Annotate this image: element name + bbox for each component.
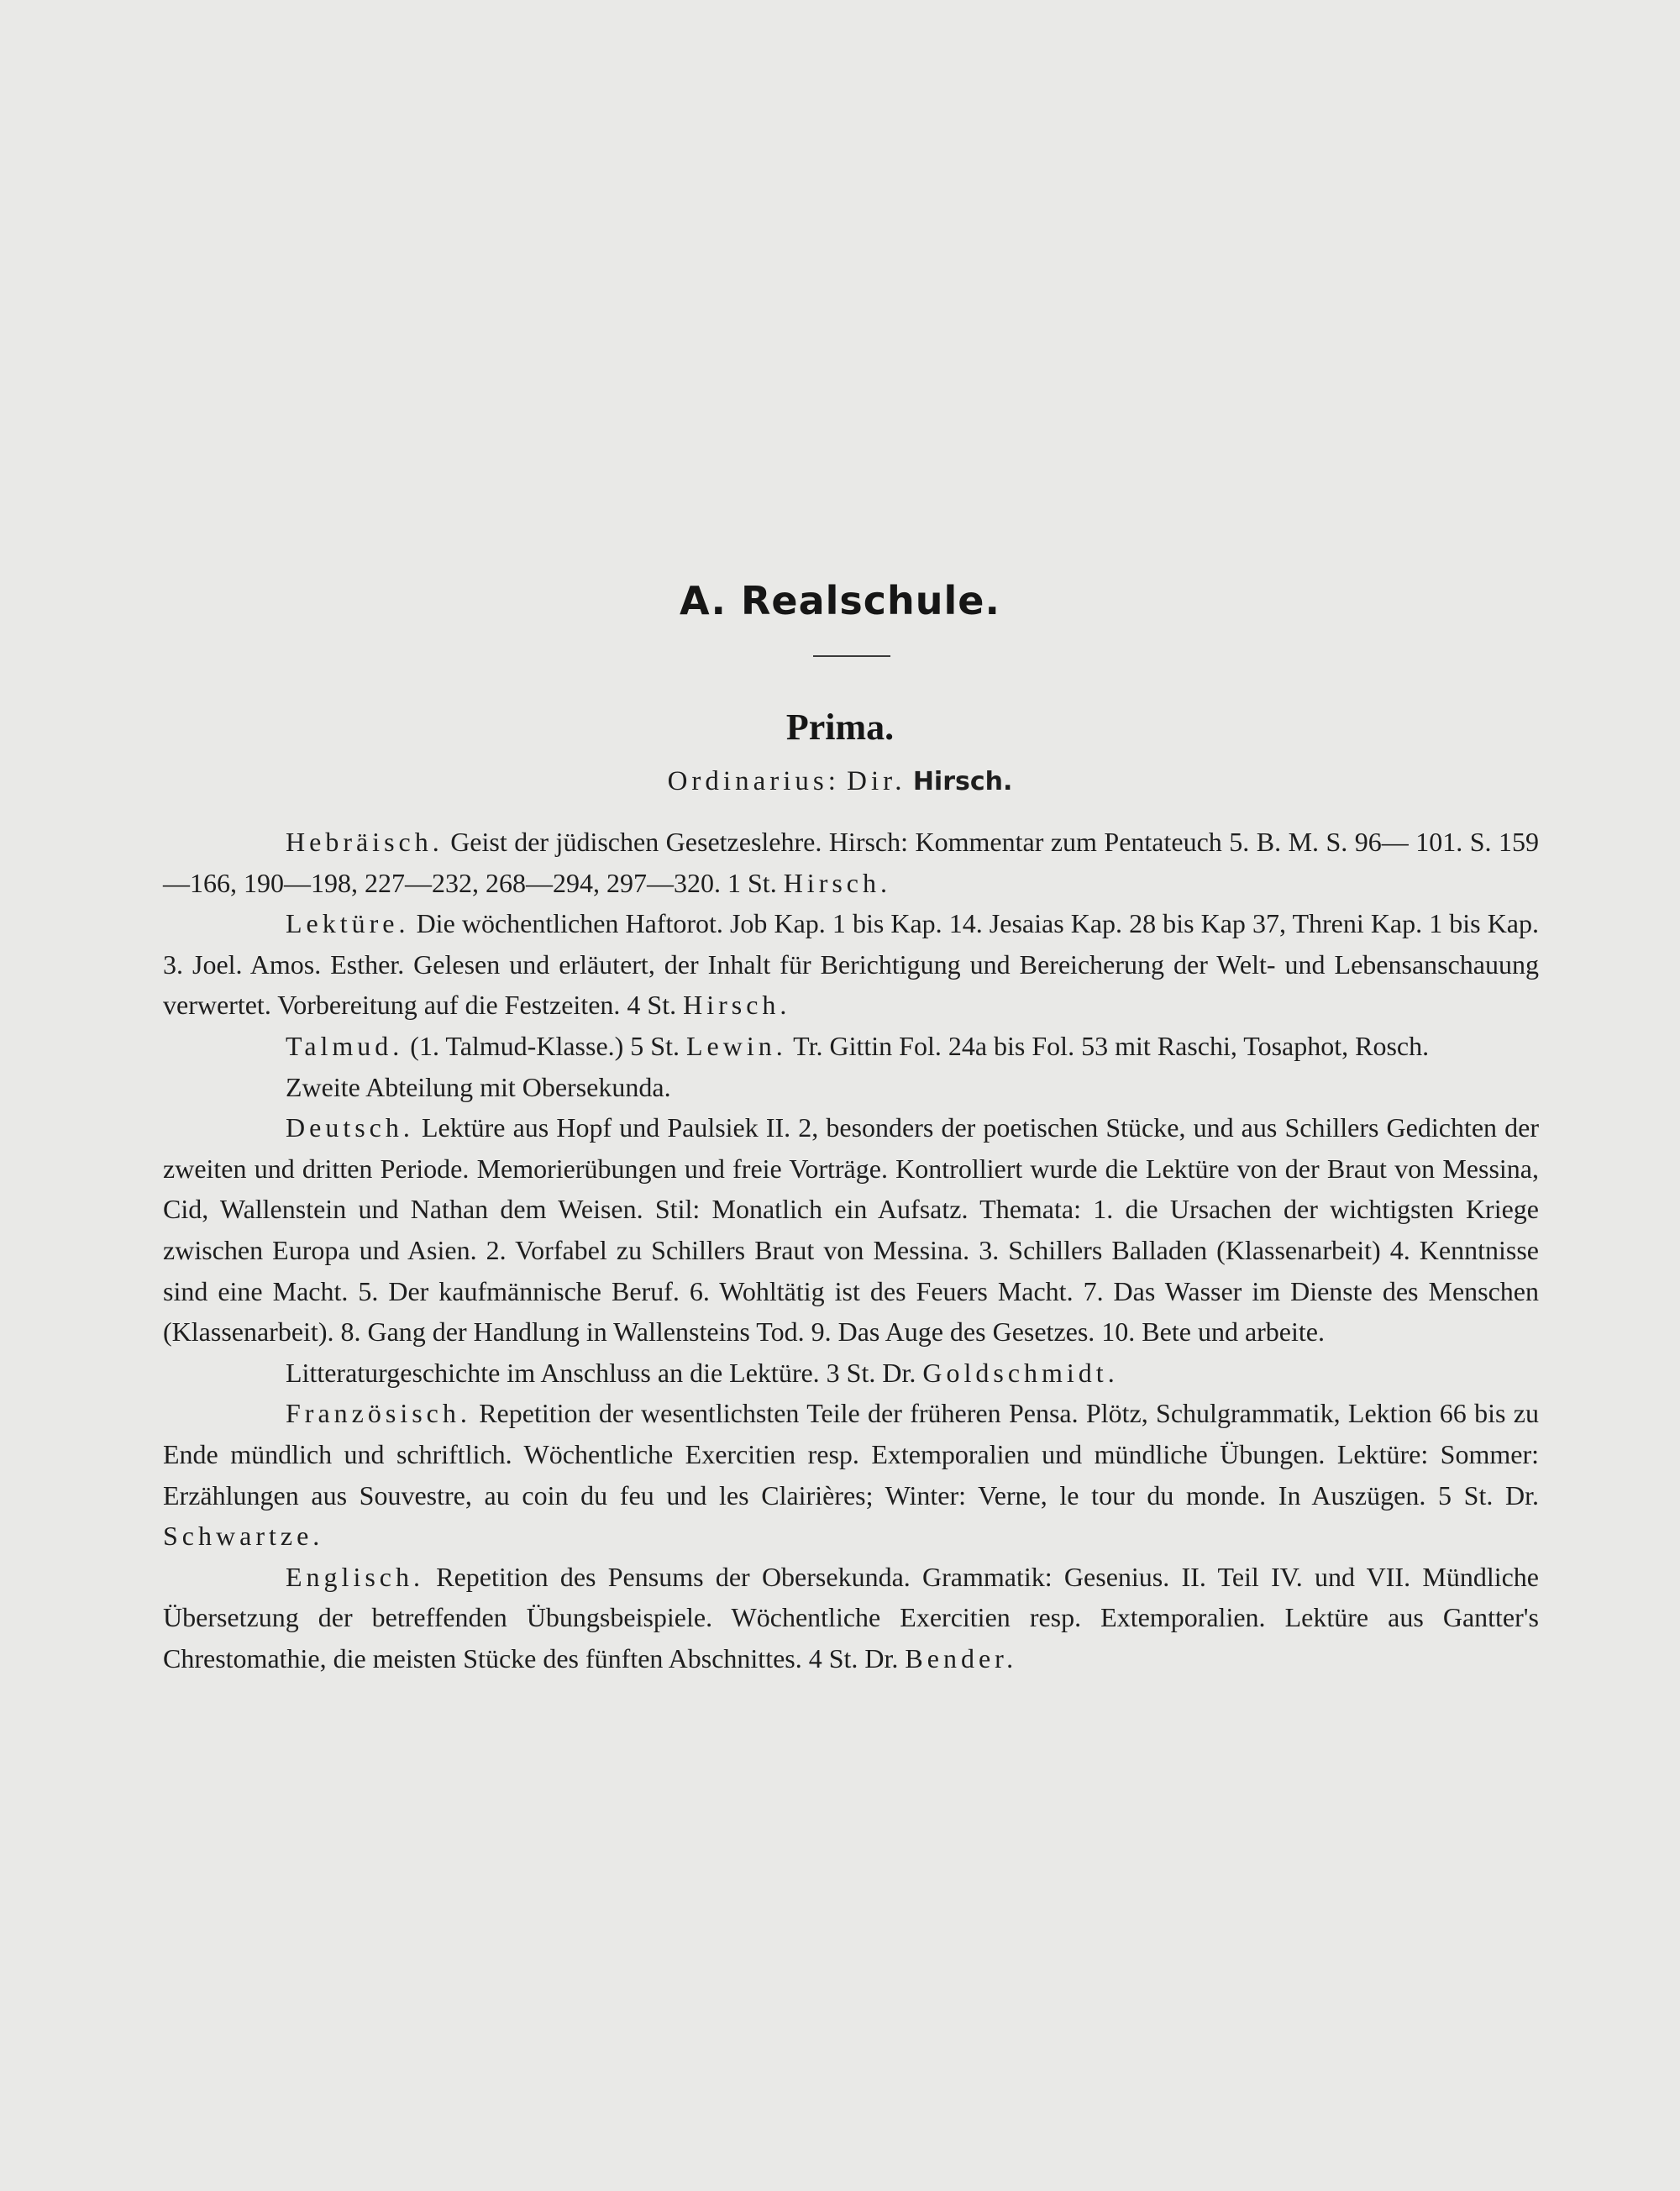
section-heading: A. Realschule. <box>680 578 1000 623</box>
paragraph-talmud <box>163 1026 1539 1067</box>
paragraph-text: Zweite Abteilung mit Obersekunda. <box>286 1071 671 1102</box>
paragraph-franzoesisch <box>163 1393 1539 1556</box>
teacher-name: Hirsch. <box>683 990 791 1021</box>
paragraph-text: (1. Talmud-Klasse.) 5 St. <box>403 1030 686 1061</box>
paragraph-talmud-continuation <box>163 1067 1539 1108</box>
paragraph-englisch <box>163 1557 1539 1679</box>
teacher-name: Bender. <box>905 1642 1018 1673</box>
teacher-name: Lewin. <box>685 1030 787 1061</box>
paragraph-deutsch <box>163 1107 1539 1353</box>
ordinarius-title: Dir. <box>847 766 906 796</box>
paragraph-deutsch-continuation <box>163 1353 1539 1394</box>
subject-name: Talmud. <box>286 1030 404 1061</box>
heading-divider <box>813 655 890 657</box>
ordinarius-label: Ordinarius: <box>667 766 840 796</box>
paragraph-hebraeisch <box>163 822 1539 903</box>
paragraph-lektuere <box>163 903 1539 1026</box>
paragraph-text: Repetition des Pensums der Obersekunda. Grammatik: Gesenius. II. Teil IV. und VII. Mündliche Übersetzung der betreffenden Übungsbeispiele. Wöchentliche Exercitien resp. Extemporalien. Lektüre aus Gantter's Chrestomathie, die meisten Stücke des fünften Abschnittes. 4 St. Dr. <box>163 1561 1539 1673</box>
teacher-name: Schwartze. <box>163 1521 324 1552</box>
paragraph-text: Lektüre aus Hopf und Paulsiek II. 2, besonders der poetischen Stücke, und aus Schillers Gedichten der zweiten und dritten Periode. Memorierübungen und freie Vorträge. Kontrolliert wurde die Lektüre von der Braut von Messina, Cid, Wallenstein und Nathan dem Weisen. Stil: Monatlich ein Aufsatz. Themata: 1. die Ursachen der wichtigsten Kriege zwischen Europa und Asien. 2. Vorfabel zu Schillers Braut von Messina. 3. Schillers Balladen (Klassenarbeit) 4. Kenntnisse sind eine Macht. 5. Der kaufmännische Beruf. 6. Wohltätig ist des Feuers Macht. 7. Das Wasser im Dienste des Menschen (Klassenarbeit). 8. Gang der Handlung in Wallensteins Tod. 9. Das Auge des Gesetzes. 10. Bete und arbeite. <box>163 1112 1539 1348</box>
teacher-name: Hirsch. <box>783 867 891 898</box>
subject-name: Lektüre. <box>286 908 410 939</box>
subject-name: Hebräisch. <box>286 827 444 857</box>
paragraph-text-after: Tr. Gittin Fol. 24a bis Fol. 53 mit Raschi, Tosaphot, Rosch. <box>786 1030 1430 1061</box>
teacher-name: Goldschmidt. <box>922 1357 1119 1388</box>
paragraph-text: Die wöchentlichen Haftorot. Job Kap. 1 bis Kap. 14. Jesaias Kap. 28 bis Kap 37, Threni Kap. 1 bis Kap. 3. Joel. Amos. Esther. Gelesen und erläutert, der Inhalt für Berichtigung und Bereicherung der Welt- und Lebensanschauung verwertet. Vorbereitung auf die Festzeiten. 4 St. <box>163 908 1539 1021</box>
subject-name: Englisch. <box>286 1561 424 1592</box>
paragraph-text: Repetition der wesentlichsten Teile der früheren Pensa. Plötz, Schulgrammatik, Lektion 66 bis zu Ende mündlich und schriftlich. Wöchentliche Exercitien resp. Extemporalien und mündliche Übungen. Lektüre: Sommer: Erzählungen aus Souvestre, au coin du feu und les Clairières; Winter: Verne, le tour du monde. In Auszügen. 5 St. Dr. <box>163 1398 1539 1511</box>
curriculum-body <box>163 822 1539 1679</box>
subject-name: Deutsch. <box>286 1112 414 1143</box>
ordinarius-line <box>0 766 1680 797</box>
paragraph-text: Litteraturgeschichte im Anschluss an die Lektüre. 3 St. Dr. <box>286 1357 923 1388</box>
class-heading: Prima. <box>785 707 895 748</box>
subject-name: Französisch. <box>286 1398 471 1429</box>
ordinarius-name: Hirsch. <box>912 767 1013 796</box>
paragraph-text: Geist der jüdischen Gesetzeslehre. Hirsch: Kommentar zum Pentateuch 5. B. M. S. 96— 101. S. 159—166, 190—198, 227—232, 268—294, 297—320. 1 St. <box>163 827 1539 898</box>
